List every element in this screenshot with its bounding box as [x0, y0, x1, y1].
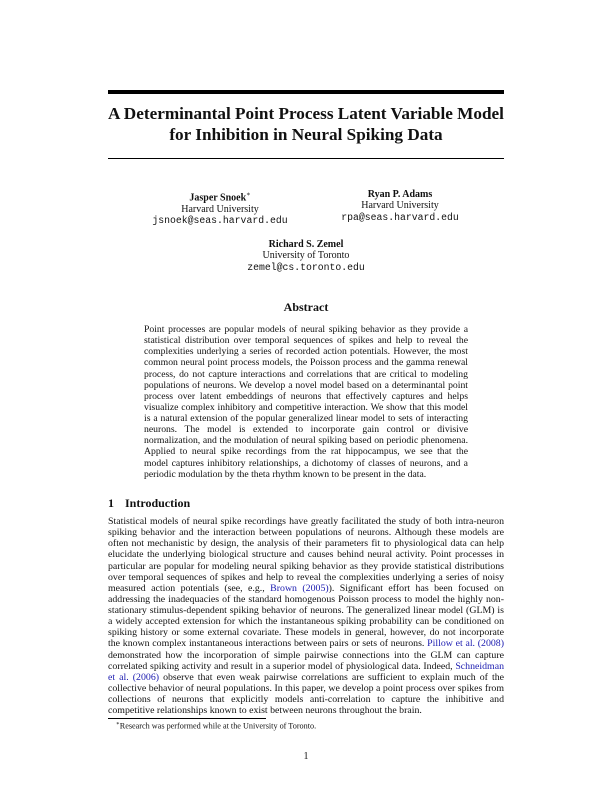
- author-affiliation: University of Toronto: [262, 250, 350, 262]
- citation-link[interactable]: Schneidman et al. (2006): [108, 660, 504, 683]
- footnote-text: Research was performed while at the University of Toronto.: [119, 721, 317, 731]
- section-title: Introduction: [125, 496, 191, 510]
- section-heading: [108, 496, 190, 511]
- author-name: Ryan P. Adams: [367, 189, 433, 200]
- footnote-mark: ∗: [116, 721, 120, 727]
- intro-paragraph: [108, 516, 504, 716]
- author-block: [120, 189, 320, 227]
- intro-text-part: Statistical models of neural spike recordings have greatly facilitated the study of both intra-neuron spiking behavior and the interaction between populations of neurons. Although these models are often not mechanistic by design, the analysis of their parameters fit to physiological data can help elucidate the underlying biological structure and causes behind neural activity. Point processes in particular are popular for modeling neural spiking behavior as they provide statistical distributions over temporal sequences of spikes and help to reveal the complexities underlying a series of noisy measured action potentials (see, e.g.,: [108, 516, 504, 594]
- title-top-rule: [108, 90, 504, 94]
- author-affiliation: Harvard University: [181, 203, 259, 215]
- paper-title: A Determinantal Point Process Latent Variable Model for Inhibition in Neural Spiking Data: [108, 104, 504, 144]
- intro-text-part: demonstrated how the incorporation of simple pairwise connections into the GLM can capture correlated spiking activity and result in a superior model of physiological data. Indeed,: [108, 649, 504, 672]
- author-email[interactable]: rpa@seas.harvard.edu: [341, 211, 459, 223]
- author-name: Jasper Snoek: [189, 192, 247, 204]
- page-number: 1: [303, 751, 309, 762]
- author-footnote-mark: ∗: [246, 191, 251, 198]
- citation-link[interactable]: Brown (2005): [270, 582, 329, 594]
- author-email[interactable]: zemel@cs.toronto.edu: [247, 261, 365, 273]
- abstract-text: Point processes are popular models of neural spiking behavior as they provide a statistical distribution over temporal sequences of spikes and help to reveal the complexities underlying a series of recorded action potentials. However, the most common neural point process models, the Poisson process and the gamma renewal process, do not capture interactions and correlations that are critical to modeling populations of neurons. We develop a novel model based on a determinantal point process over latent embeddings of neurons that effectively captures and helps visualize complex inhibitory and competitive interaction. We show that this model is a natural extension of the popular generalized linear model to sets of interacting neurons. The model is extended to incorporate gain control or divisive normalization, and the modulation of neural spiking based on periodic phenomena. Applied to neural spike recordings from the rat hippocampus, we see that the model captures inhibitory relationships, a dichotomy of classes of neurons, and a periodic modulation by the theta rhythm known to be present in the data.: [144, 324, 468, 480]
- author-block: [206, 239, 406, 273]
- footnote: [116, 721, 316, 731]
- author-email[interactable]: jsnoek@seas.harvard.edu: [152, 215, 288, 227]
- author-name: Richard S. Zemel: [268, 239, 344, 250]
- intro-text-part: ). Significant effort has been focused on addressing the inadequacies of the standard homogenous Poisson process to model the highly non-stationary stimulus-dependent spiking behavior of neurons. The generalized linear model (GLM) is a widely accepted extension for which the instantaneous spiking probability can be conditioned on spiking history or some external covariate. These models in general, however, do not incorporate the known complex instantaneous interactions between pairs or sets of neurons.: [108, 582, 504, 650]
- author-block: [300, 189, 500, 223]
- intro-text-part: observe that even weak pairwise correlations are sufficient to explain much of the collective behavior of neural populations. In this paper, we develop a point process over spikes from collections of neurons that explicitly models anti-correlation to capture the inhibitive and competitive relationships known to exist between neurons throughout the brain.: [108, 671, 504, 717]
- abstract-heading: Abstract: [283, 300, 329, 314]
- footnote-rule: [108, 718, 266, 719]
- title-bottom-rule: [108, 158, 504, 159]
- citation-link[interactable]: Pillow et al. (2008): [427, 638, 504, 650]
- author-affiliation: Harvard University: [361, 200, 439, 212]
- section-number: 1: [108, 496, 114, 510]
